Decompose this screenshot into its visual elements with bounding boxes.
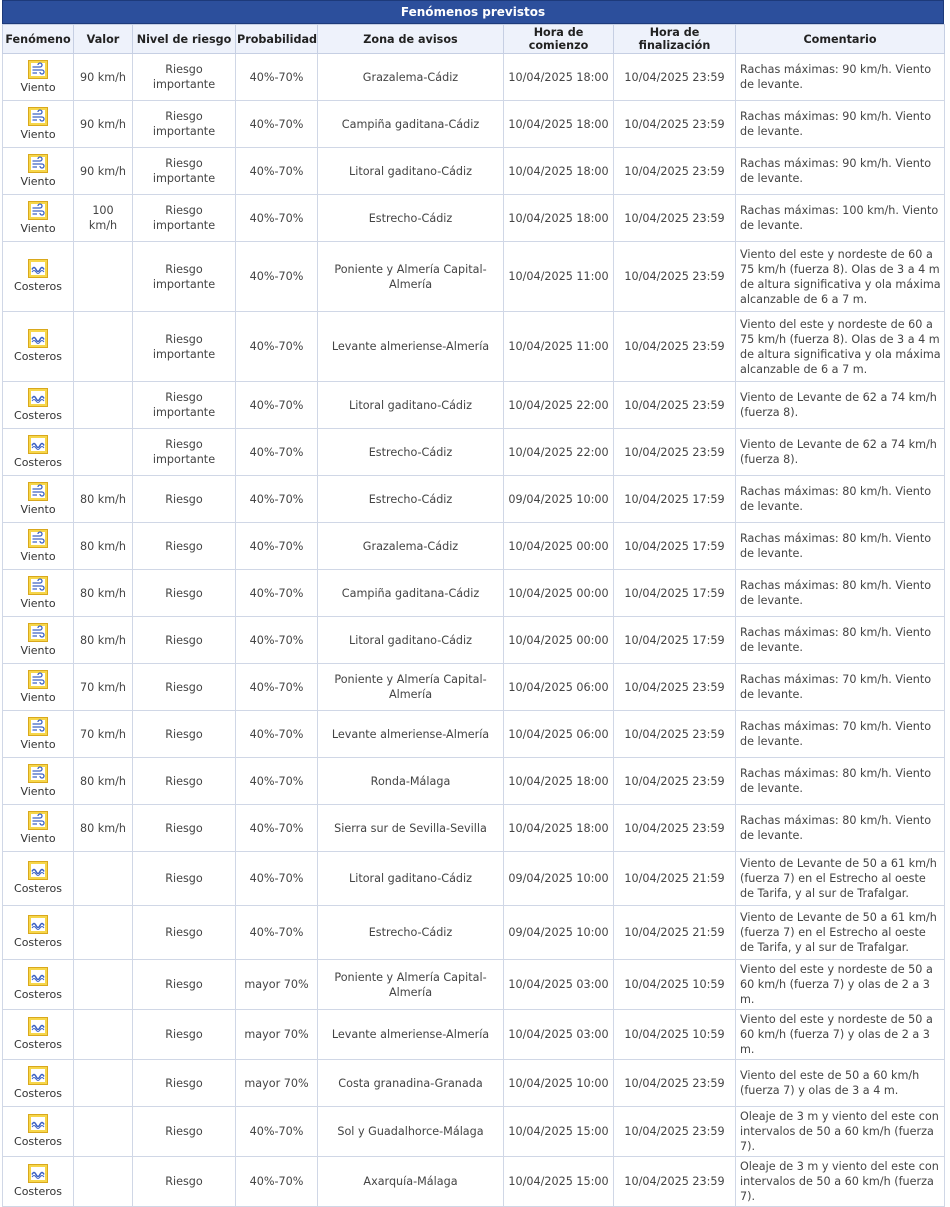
cell-valor — [74, 382, 133, 429]
cell-comentario: Rachas máximas: 90 km/h. Viento de levante. — [736, 148, 945, 195]
header-hora-finalizacion: Hora de finalización — [614, 25, 736, 54]
cell-valor: 90 km/h — [74, 54, 133, 101]
cell-hora-finalizacion: 10/04/2025 23:59 — [614, 312, 736, 382]
cell-valor — [74, 312, 133, 382]
phenomenon-label: Viento — [20, 549, 56, 563]
cell-zona-avisos: Litoral gaditano-Cádiz — [318, 852, 504, 906]
cell-valor: 80 km/h — [74, 805, 133, 852]
cell-hora-finalizacion: 10/04/2025 23:59 — [614, 1157, 736, 1207]
cell-probabilidad: 40%-70% — [236, 429, 318, 476]
cell-fenomeno — [3, 852, 74, 906]
phenomenon-label: Costeros — [14, 1185, 62, 1198]
table-row — [3, 664, 945, 711]
cell-hora-comienzo: 10/04/2025 22:00 — [504, 429, 614, 476]
cell-probabilidad: 40%-70% — [236, 758, 318, 805]
phenomenon-label: Costeros — [14, 936, 62, 949]
phenomenon-label: Viento — [20, 831, 56, 845]
warnings-table — [2, 24, 945, 1207]
table-row — [3, 1060, 945, 1107]
cell-zona-avisos: Ronda-Málaga — [318, 758, 504, 805]
cell-zona-avisos: Levante almeriense-Almería — [318, 711, 504, 758]
table-row — [3, 148, 945, 195]
cell-zona-avisos: Poniente y Almería Capital-Almería — [318, 960, 504, 1010]
cell-fenomeno — [3, 242, 74, 312]
cell-probabilidad: 40%-70% — [236, 852, 318, 906]
cell-hora-comienzo: 10/04/2025 18:00 — [504, 101, 614, 148]
cell-zona-avisos: Costa granadina-Granada — [318, 1060, 504, 1107]
cell-valor: 80 km/h — [74, 476, 133, 523]
cell-probabilidad: 40%-70% — [236, 664, 318, 711]
table-body — [3, 54, 945, 1207]
cell-nivel-riesgo: Riesgo — [133, 711, 236, 758]
cell-fenomeno — [3, 54, 74, 101]
table-row — [3, 195, 945, 242]
cell-valor — [74, 1060, 133, 1107]
cell-fenomeno — [3, 664, 74, 711]
phenomenon-label: Costeros — [14, 350, 62, 363]
cell-hora-comienzo: 10/04/2025 06:00 — [504, 664, 614, 711]
cell-valor — [74, 852, 133, 906]
panel-title: Fenómenos previstos — [2, 0, 944, 24]
cell-zona-avisos: Litoral gaditano-Cádiz — [318, 382, 504, 429]
cell-fenomeno — [3, 1060, 74, 1107]
phenomenon-label: Viento — [20, 596, 56, 610]
cell-comentario: Rachas máximas: 90 km/h. Viento de levante. — [736, 54, 945, 101]
cell-nivel-riesgo: Riesgo importante — [133, 148, 236, 195]
cell-hora-finalizacion: 10/04/2025 10:59 — [614, 960, 736, 1010]
cell-zona-avisos: Grazalema-Cádiz — [318, 54, 504, 101]
cell-hora-finalizacion: 10/04/2025 23:59 — [614, 1107, 736, 1157]
cell-zona-avisos: Levante almeriense-Almería — [318, 312, 504, 382]
cell-hora-finalizacion: 10/04/2025 23:59 — [614, 101, 736, 148]
coastal-icon — [28, 1066, 48, 1085]
cell-valor: 100 km/h — [74, 195, 133, 242]
cell-hora-finalizacion: 10/04/2025 23:59 — [614, 242, 736, 312]
wind-icon — [28, 670, 48, 689]
cell-hora-comienzo: 10/04/2025 15:00 — [504, 1157, 614, 1207]
cell-comentario: Viento del este y nordeste de 60 a 75 km/h (fuerza 8). Olas de 3 a 4 m de altura significativa y ola máxima alcanzable de 6 a 7 m. — [736, 312, 945, 382]
cell-comentario: Oleaje de 3 m y viento del este con intervalos de 50 a 60 km/h (fuerza 7). — [736, 1157, 945, 1207]
cell-nivel-riesgo: Riesgo — [133, 664, 236, 711]
wind-icon — [28, 107, 48, 126]
wind-icon — [28, 811, 48, 830]
cell-probabilidad: 40%-70% — [236, 805, 318, 852]
cell-nivel-riesgo: Riesgo — [133, 617, 236, 664]
cell-probabilidad: 40%-70% — [236, 1107, 318, 1157]
cell-probabilidad: 40%-70% — [236, 523, 318, 570]
cell-nivel-riesgo: Riesgo — [133, 1060, 236, 1107]
cell-nivel-riesgo: Riesgo importante — [133, 101, 236, 148]
cell-zona-avisos: Sierra sur de Sevilla-Sevilla — [318, 805, 504, 852]
cell-hora-finalizacion: 10/04/2025 21:59 — [614, 906, 736, 960]
cell-nivel-riesgo: Riesgo importante — [133, 312, 236, 382]
cell-comentario: Rachas máximas: 80 km/h. Viento de levante. — [736, 805, 945, 852]
cell-hora-comienzo: 10/04/2025 00:00 — [504, 523, 614, 570]
cell-zona-avisos: Campiña gaditana-Cádiz — [318, 101, 504, 148]
cell-zona-avisos: Estrecho-Cádiz — [318, 195, 504, 242]
cell-hora-finalizacion: 10/04/2025 17:59 — [614, 570, 736, 617]
cell-hora-finalizacion: 10/04/2025 23:59 — [614, 54, 736, 101]
cell-fenomeno — [3, 711, 74, 758]
phenomenon-label: Viento — [20, 784, 56, 798]
phenomenon-label: Viento — [20, 80, 56, 94]
table-row — [3, 1157, 945, 1207]
cell-probabilidad: 40%-70% — [236, 906, 318, 960]
phenomenon-label: Viento — [20, 502, 56, 516]
cell-nivel-riesgo: Riesgo importante — [133, 242, 236, 312]
header-probabilidad: Probabilidad — [236, 25, 318, 54]
cell-probabilidad: 40%-70% — [236, 148, 318, 195]
cell-probabilidad: 40%-70% — [236, 570, 318, 617]
cell-hora-finalizacion: 10/04/2025 23:59 — [614, 195, 736, 242]
table-row — [3, 242, 945, 312]
table-row — [3, 429, 945, 476]
table-row — [3, 852, 945, 906]
cell-fenomeno — [3, 429, 74, 476]
cell-comentario: Rachas máximas: 70 km/h. Viento de levante. — [736, 664, 945, 711]
cell-valor: 70 km/h — [74, 711, 133, 758]
table-row — [3, 617, 945, 664]
cell-comentario: Rachas máximas: 90 km/h. Viento de levante. — [736, 101, 945, 148]
phenomenon-label: Costeros — [14, 455, 62, 469]
coastal-icon — [28, 259, 48, 278]
cell-fenomeno — [3, 476, 74, 523]
cell-fenomeno — [3, 1157, 74, 1207]
cell-probabilidad: mayor 70% — [236, 1010, 318, 1060]
cell-comentario: Oleaje de 3 m y viento del este con intervalos de 50 a 60 km/h (fuerza 7). — [736, 1107, 945, 1157]
header-comentario: Comentario — [736, 25, 945, 54]
cell-hora-comienzo: 10/04/2025 18:00 — [504, 54, 614, 101]
phenomenon-label: Viento — [20, 643, 56, 657]
cell-fenomeno — [3, 523, 74, 570]
cell-comentario: Viento del este de 50 a 60 km/h (fuerza 7) y olas de 3 a 4 m. — [736, 1060, 945, 1107]
phenomenon-label: Costeros — [14, 988, 62, 1001]
wind-icon — [28, 154, 48, 173]
phenomenon-label: Costeros — [14, 408, 62, 422]
cell-hora-finalizacion: 10/04/2025 23:59 — [614, 758, 736, 805]
cell-hora-comienzo: 10/04/2025 03:00 — [504, 1010, 614, 1060]
cell-nivel-riesgo: Riesgo — [133, 1107, 236, 1157]
table-row — [3, 1010, 945, 1060]
cell-hora-comienzo: 10/04/2025 00:00 — [504, 570, 614, 617]
wind-icon — [28, 764, 48, 783]
warnings-panel — [2, 0, 944, 1207]
cell-hora-finalizacion: 10/04/2025 17:59 — [614, 476, 736, 523]
cell-comentario: Rachas máximas: 70 km/h. Viento de levante. — [736, 711, 945, 758]
phenomenon-label: Viento — [20, 127, 56, 141]
header-hora-comienzo: Hora de comienzo — [504, 25, 614, 54]
table-row — [3, 312, 945, 382]
cell-hora-finalizacion: 10/04/2025 23:59 — [614, 148, 736, 195]
cell-zona-avisos: Levante almeriense-Almería — [318, 1010, 504, 1060]
phenomenon-label: Viento — [20, 221, 56, 235]
cell-probabilidad: mayor 70% — [236, 1060, 318, 1107]
cell-comentario: Viento del este y nordeste de 60 a 75 km/h (fuerza 8). Olas de 3 a 4 m de altura significativa y ola máxima alcanzable de 6 a 7 m. — [736, 242, 945, 312]
cell-nivel-riesgo: Riesgo importante — [133, 54, 236, 101]
table-row — [3, 476, 945, 523]
cell-nivel-riesgo: Riesgo — [133, 906, 236, 960]
cell-comentario: Viento de Levante de 62 a 74 km/h (fuerza 8). — [736, 382, 945, 429]
cell-hora-finalizacion: 10/04/2025 23:59 — [614, 805, 736, 852]
wind-icon — [28, 201, 48, 220]
cell-nivel-riesgo: Riesgo — [133, 476, 236, 523]
wind-icon — [28, 623, 48, 642]
phenomenon-label: Costeros — [14, 882, 62, 895]
cell-hora-comienzo: 10/04/2025 15:00 — [504, 1107, 614, 1157]
cell-fenomeno — [3, 382, 74, 429]
cell-valor: 70 km/h — [74, 664, 133, 711]
table-row — [3, 906, 945, 960]
cell-zona-avisos: Estrecho-Cádiz — [318, 476, 504, 523]
coastal-icon — [28, 967, 48, 986]
cell-fenomeno — [3, 906, 74, 960]
cell-hora-finalizacion: 10/04/2025 23:59 — [614, 711, 736, 758]
table-row — [3, 711, 945, 758]
cell-nivel-riesgo: Riesgo importante — [133, 429, 236, 476]
cell-probabilidad: 40%-70% — [236, 711, 318, 758]
cell-nivel-riesgo: Riesgo — [133, 570, 236, 617]
cell-fenomeno — [3, 617, 74, 664]
cell-hora-comienzo: 10/04/2025 22:00 — [504, 382, 614, 429]
cell-fenomeno — [3, 805, 74, 852]
cell-valor — [74, 960, 133, 1010]
cell-probabilidad: 40%-70% — [236, 382, 318, 429]
cell-comentario: Rachas máximas: 80 km/h. Viento de levante. — [736, 523, 945, 570]
wind-icon — [28, 576, 48, 595]
cell-zona-avisos: Axarquía-Málaga — [318, 1157, 504, 1207]
phenomenon-label: Viento — [20, 737, 56, 751]
cell-comentario: Rachas máximas: 80 km/h. Viento de levante. — [736, 476, 945, 523]
cell-probabilidad: 40%-70% — [236, 101, 318, 148]
table-header-row — [3, 25, 945, 54]
cell-valor — [74, 1107, 133, 1157]
cell-valor — [74, 242, 133, 312]
table-row — [3, 570, 945, 617]
cell-valor — [74, 1157, 133, 1207]
cell-hora-finalizacion: 10/04/2025 23:59 — [614, 1060, 736, 1107]
cell-comentario: Viento del este y nordeste de 50 a 60 km/h (fuerza 7) y olas de 2 a 3 m. — [736, 1010, 945, 1060]
cell-valor — [74, 906, 133, 960]
cell-nivel-riesgo: Riesgo — [133, 1157, 236, 1207]
table-row — [3, 960, 945, 1010]
header-fenomeno: Fenómeno — [3, 25, 74, 54]
cell-probabilidad: 40%-70% — [236, 195, 318, 242]
cell-fenomeno — [3, 1107, 74, 1157]
cell-zona-avisos: Estrecho-Cádiz — [318, 429, 504, 476]
wind-icon — [28, 60, 48, 79]
cell-nivel-riesgo: Riesgo importante — [133, 382, 236, 429]
cell-hora-comienzo: 10/04/2025 03:00 — [504, 960, 614, 1010]
cell-hora-finalizacion: 10/04/2025 21:59 — [614, 852, 736, 906]
cell-fenomeno — [3, 312, 74, 382]
cell-hora-comienzo: 10/04/2025 18:00 — [504, 805, 614, 852]
coastal-icon — [28, 388, 48, 407]
cell-hora-finalizacion: 10/04/2025 23:59 — [614, 429, 736, 476]
coastal-icon — [28, 1114, 48, 1133]
table-row — [3, 54, 945, 101]
cell-nivel-riesgo: Riesgo — [133, 1010, 236, 1060]
cell-comentario: Rachas máximas: 100 km/h. Viento de levante. — [736, 195, 945, 242]
wind-icon — [28, 482, 48, 501]
cell-valor: 80 km/h — [74, 617, 133, 664]
cell-fenomeno — [3, 1010, 74, 1060]
cell-probabilidad: 40%-70% — [236, 242, 318, 312]
cell-hora-comienzo: 10/04/2025 10:00 — [504, 1060, 614, 1107]
header-nivel-riesgo: Nivel de riesgo — [133, 25, 236, 54]
cell-probabilidad: 40%-70% — [236, 1157, 318, 1207]
cell-hora-finalizacion: 10/04/2025 10:59 — [614, 1010, 736, 1060]
table-row — [3, 1107, 945, 1157]
table-row — [3, 523, 945, 570]
cell-comentario: Viento de Levante de 62 a 74 km/h (fuerza 8). — [736, 429, 945, 476]
cell-valor: 90 km/h — [74, 101, 133, 148]
cell-probabilidad: 40%-70% — [236, 617, 318, 664]
cell-comentario: Viento de Levante de 50 a 61 km/h (fuerza 7) en el Estrecho al oeste de Tarifa, y al sur de Trafalgar. — [736, 852, 945, 906]
cell-nivel-riesgo: Riesgo — [133, 805, 236, 852]
cell-probabilidad: 40%-70% — [236, 312, 318, 382]
cell-zona-avisos: Poniente y Almería Capital-Almería — [318, 664, 504, 711]
phenomenon-label: Costeros — [14, 1086, 62, 1100]
cell-hora-comienzo: 10/04/2025 11:00 — [504, 312, 614, 382]
cell-valor — [74, 1010, 133, 1060]
cell-hora-finalizacion: 10/04/2025 17:59 — [614, 523, 736, 570]
coastal-icon — [28, 1017, 48, 1036]
cell-valor — [74, 429, 133, 476]
cell-hora-comienzo: 10/04/2025 00:00 — [504, 617, 614, 664]
wind-icon — [28, 529, 48, 548]
cell-hora-comienzo: 10/04/2025 06:00 — [504, 711, 614, 758]
cell-comentario: Rachas máximas: 80 km/h. Viento de levante. — [736, 758, 945, 805]
cell-hora-comienzo: 09/04/2025 10:00 — [504, 476, 614, 523]
cell-hora-comienzo: 10/04/2025 11:00 — [504, 242, 614, 312]
cell-zona-avisos: Grazalema-Cádiz — [318, 523, 504, 570]
cell-hora-finalizacion: 10/04/2025 23:59 — [614, 382, 736, 429]
cell-fenomeno — [3, 960, 74, 1010]
cell-zona-avisos: Poniente y Almería Capital-Almería — [318, 242, 504, 312]
coastal-icon — [28, 1164, 48, 1183]
cell-zona-avisos: Sol y Guadalhorce-Málaga — [318, 1107, 504, 1157]
phenomenon-label: Costeros — [14, 1135, 62, 1148]
cell-zona-avisos: Estrecho-Cádiz — [318, 906, 504, 960]
cell-zona-avisos: Litoral gaditano-Cádiz — [318, 617, 504, 664]
coastal-icon — [28, 915, 48, 934]
cell-nivel-riesgo: Riesgo — [133, 758, 236, 805]
cell-hora-comienzo: 09/04/2025 10:00 — [504, 906, 614, 960]
cell-hora-comienzo: 10/04/2025 18:00 — [504, 195, 614, 242]
phenomenon-label: Costeros — [14, 1038, 62, 1051]
cell-comentario: Viento de Levante de 50 a 61 km/h (fuerza 7) en el Estrecho al oeste de Tarifa, y al sur de Trafalgar. — [736, 906, 945, 960]
cell-nivel-riesgo: Riesgo — [133, 523, 236, 570]
table-row — [3, 758, 945, 805]
cell-probabilidad: mayor 70% — [236, 960, 318, 1010]
cell-hora-finalizacion: 10/04/2025 23:59 — [614, 664, 736, 711]
cell-zona-avisos: Litoral gaditano-Cádiz — [318, 148, 504, 195]
header-zona-avisos: Zona de avisos — [318, 25, 504, 54]
cell-hora-finalizacion: 10/04/2025 17:59 — [614, 617, 736, 664]
phenomenon-label: Viento — [20, 690, 56, 704]
cell-valor: 80 km/h — [74, 570, 133, 617]
coastal-icon — [28, 861, 48, 880]
coastal-icon — [28, 329, 48, 348]
cell-hora-comienzo: 09/04/2025 10:00 — [504, 852, 614, 906]
cell-valor: 90 km/h — [74, 148, 133, 195]
phenomenon-label: Viento — [20, 174, 56, 188]
cell-valor: 80 km/h — [74, 758, 133, 805]
cell-fenomeno — [3, 758, 74, 805]
cell-zona-avisos: Campiña gaditana-Cádiz — [318, 570, 504, 617]
table-row — [3, 805, 945, 852]
header-valor: Valor — [74, 25, 133, 54]
phenomenon-label: Costeros — [14, 280, 62, 293]
cell-hora-comienzo: 10/04/2025 18:00 — [504, 758, 614, 805]
cell-probabilidad: 40%-70% — [236, 54, 318, 101]
table-row — [3, 382, 945, 429]
cell-nivel-riesgo: Riesgo importante — [133, 195, 236, 242]
cell-comentario: Viento del este y nordeste de 50 a 60 km/h (fuerza 7) y olas de 2 a 3 m. — [736, 960, 945, 1010]
cell-comentario: Rachas máximas: 80 km/h. Viento de levante. — [736, 617, 945, 664]
cell-fenomeno — [3, 570, 74, 617]
cell-hora-comienzo: 10/04/2025 18:00 — [504, 148, 614, 195]
cell-valor: 80 km/h — [74, 523, 133, 570]
cell-fenomeno — [3, 195, 74, 242]
cell-nivel-riesgo: Riesgo — [133, 960, 236, 1010]
cell-nivel-riesgo: Riesgo — [133, 852, 236, 906]
coastal-icon — [28, 435, 48, 454]
cell-fenomeno — [3, 148, 74, 195]
table-row — [3, 101, 945, 148]
cell-fenomeno — [3, 101, 74, 148]
wind-icon — [28, 717, 48, 736]
cell-comentario: Rachas máximas: 80 km/h. Viento de levante. — [736, 570, 945, 617]
cell-probabilidad: 40%-70% — [236, 476, 318, 523]
